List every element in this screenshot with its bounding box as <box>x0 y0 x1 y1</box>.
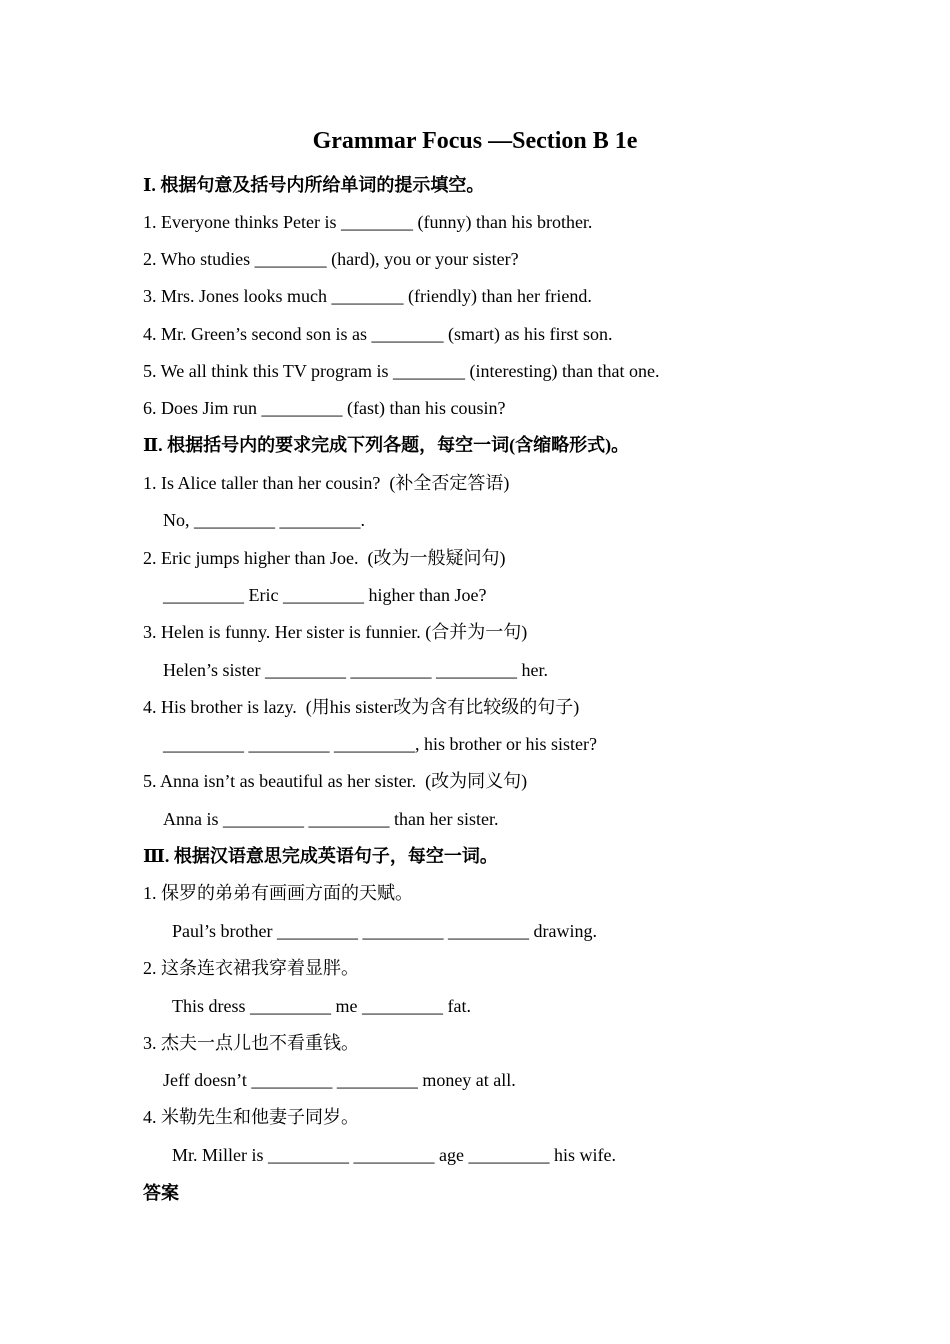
section-2-answer-5: Anna is _________ _________ than her sister. <box>163 809 499 829</box>
section-2-question-3: 3. Helen is funny. Her sister is funnier. (合并为一句) <box>143 622 528 642</box>
section-3-answer-2: This dress _________ me _________ fat. <box>172 996 471 1016</box>
section-2-answer-4: _________ _________ _________, his brother or his sister? <box>163 734 597 754</box>
section-2-question-1: 1. Is Alice taller than her cousin? (补全否定答语) <box>143 473 510 493</box>
section-3-answer-1: Paul’s brother _________ _________ _________ drawing. <box>172 921 597 941</box>
section-2-answer-3: Helen’s sister _________ _________ _________ her. <box>163 660 548 680</box>
section-1-item-5: 5. We all think this TV program is ________ (interesting) than that one. <box>143 361 660 381</box>
section-3-question-4: 4. 米勒先生和他妻子同岁。 <box>143 1107 359 1127</box>
section-3-answer-3: Jeff doesn’t _________ _________ money at all. <box>163 1070 516 1090</box>
page-title: Grammar Focus —Section B 1e <box>312 128 638 154</box>
section-2-question-2: 2. Eric jumps higher than Joe. (改为一般疑问句) <box>143 548 506 568</box>
section-3-question-3: 3. 杰夫一点儿也不看重钱。 <box>143 1033 359 1053</box>
section-3-heading: Ⅲ. 根据汉语意思完成英语句子，每空一词。 <box>143 846 498 866</box>
section-1-item-2: 2. Who studies ________ (hard), you or your sister? <box>143 249 519 269</box>
section-1-item-4: 4. Mr. Green’s second son is as ________ (smart) as his first son. <box>143 324 613 344</box>
section-2-answer-1: No, _________ _________. <box>163 510 365 530</box>
answer-heading: 答案 <box>143 1183 179 1203</box>
section-2-question-4: 4. His brother is lazy. (用his sister改为含有比较级的句子) <box>143 697 580 717</box>
section-2-answer-2: _________ Eric _________ higher than Joe? <box>163 585 487 605</box>
section-1-item-6: 6. Does Jim run _________ (fast) than his cousin? <box>143 398 506 418</box>
section-3-question-1: 1. 保罗的弟弟有画画方面的天赋。 <box>143 883 413 903</box>
section-1-item-1: 1. Everyone thinks Peter is ________ (funny) than his brother. <box>143 212 593 232</box>
section-2-heading: Ⅱ. 根据括号内的要求完成下列各题，每空一词(含缩略形式)。 <box>143 435 630 455</box>
section-3-answer-4: Mr. Miller is _________ _________ age _________ his wife. <box>172 1145 616 1165</box>
section-3-question-2: 2. 这条连衣裙我穿着显胖。 <box>143 958 359 978</box>
section-1-heading: Ⅰ. 根据句意及括号内所给单词的提示填空。 <box>143 175 485 195</box>
section-2-question-5: 5. Anna isn’t as beautiful as her sister. (改为同义句) <box>143 771 528 791</box>
section-1-item-3: 3. Mrs. Jones looks much ________ (friendly) than her friend. <box>143 286 592 306</box>
